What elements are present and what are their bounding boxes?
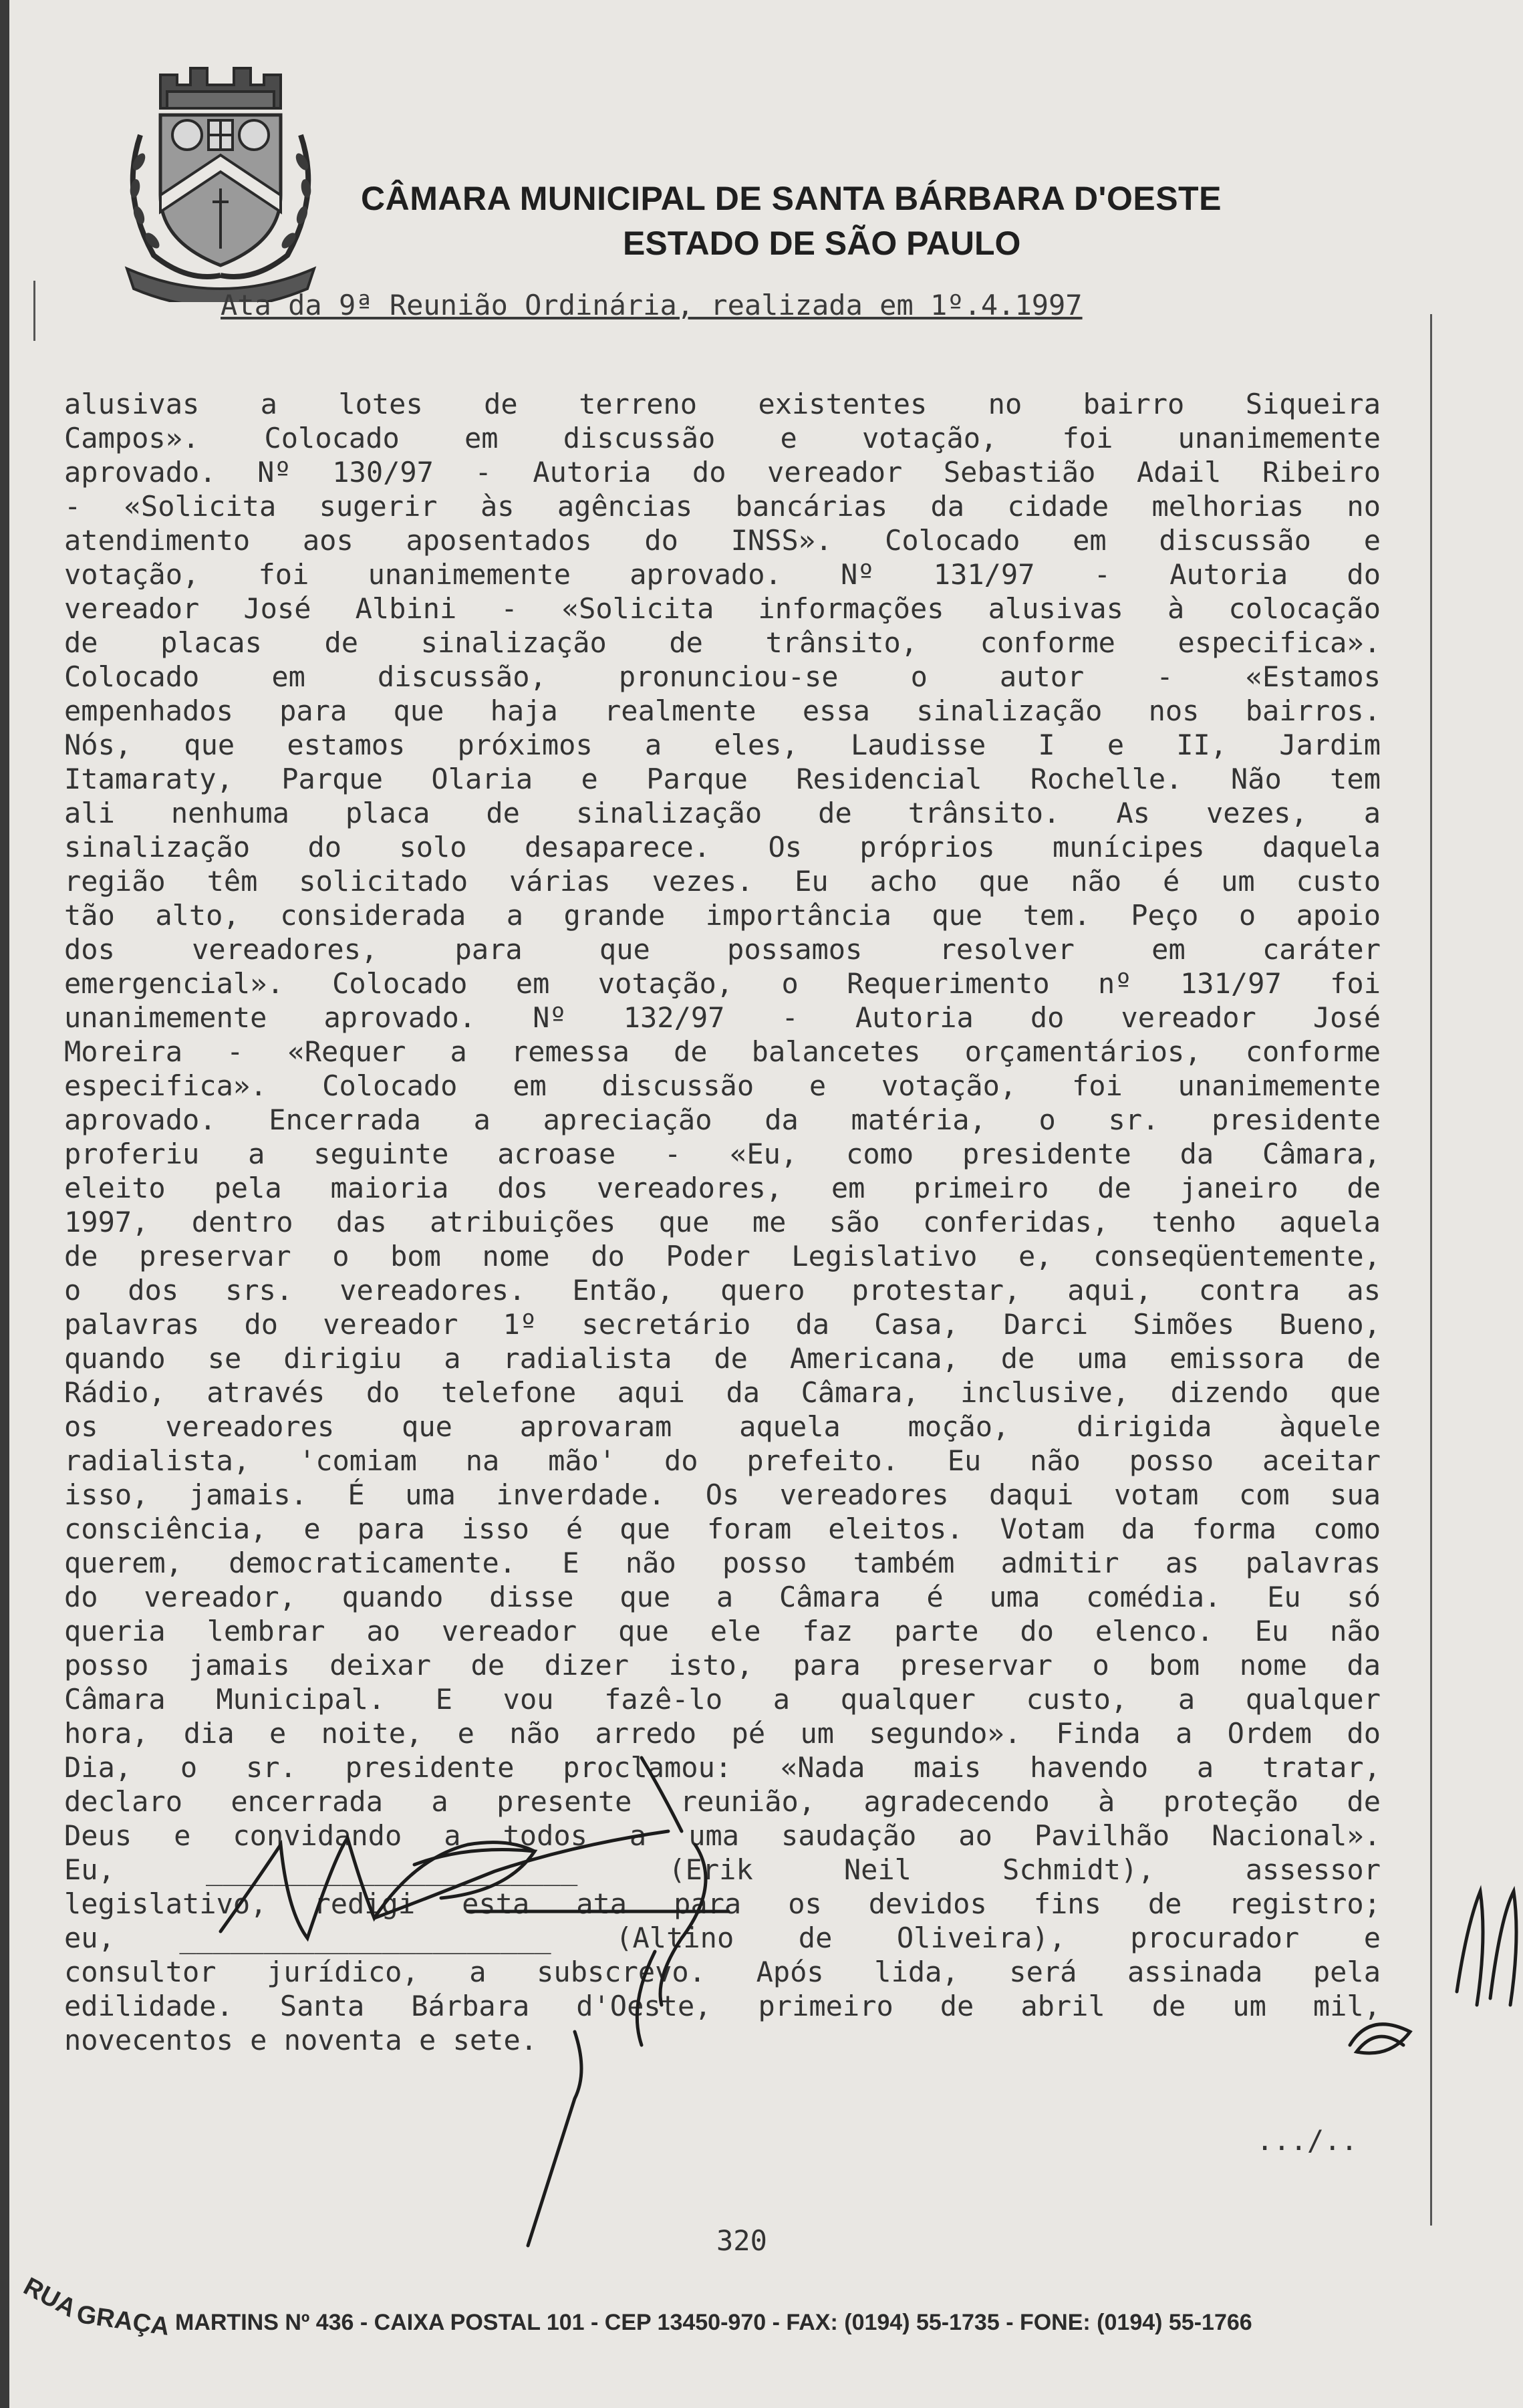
body-line: votação, foi unanimemente aprovado. Nº 131/97 - Autoria do xyxy=(64,558,1381,591)
body-line: região têm solicitado várias vezes. Eu acho que não é um custo xyxy=(64,865,1381,898)
body-line: vereador José Albini - «Solicita informações alusivas à colocação xyxy=(64,592,1381,625)
body-line: querem, democraticamente. E não posso também admitir as palavras xyxy=(64,1547,1381,1579)
body-line: eleito pela maioria dos vereadores, em primeiro de janeiro de xyxy=(64,1172,1381,1204)
body-line: Itamaraty, Parque Olaria e Parque Residencial Rochelle. Não tem xyxy=(64,763,1381,795)
body-line: Dia, o sr. presidente proclamou: «Nada mais havendo a tratar, xyxy=(64,1751,1381,1784)
address-street-type: RUA xyxy=(19,2272,81,2323)
body-line: proferiu a seguinte acroase - «Eu, como presidente da Câmara, xyxy=(64,1138,1381,1170)
body-line: legislativo, redigi esta ata para os devidos fins de registro; xyxy=(64,1887,1381,1920)
margin-rule-left xyxy=(33,281,35,341)
body-line: palavras do vereador 1º secretário da Casa, Darci Simões Bueno, xyxy=(64,1308,1381,1341)
body-line: queria lembrar ao vereador que ele faz parte do elenco. Eu não xyxy=(64,1615,1381,1647)
body-line: do vereador, quando disse que a Câmara é uma comédia. Eu só xyxy=(64,1581,1381,1613)
body-line: de preservar o bom nome do Poder Legislativo e, conseqüentemente, xyxy=(64,1240,1381,1273)
institution-name: CÂMARA MUNICIPAL DE SANTA BÁRBARA D'OESTE xyxy=(361,180,1222,217)
body-line: emergencial». Colocado em votação, o Requerimento nº 131/97 foi xyxy=(64,967,1381,1000)
address-street-name: GRAÇA xyxy=(75,2300,171,2341)
institution-state: ESTADO DE SÃO PAULO xyxy=(623,225,1021,262)
body-line: declaro encerrada a presente reunião, agradecendo à proteção de xyxy=(64,1785,1381,1818)
body-line: Campos». Colocado em discussão e votação, foi unanimemente xyxy=(64,422,1381,454)
body-line: aprovado. Encerrada a apreciação da matéria, o sr. presidente xyxy=(64,1103,1381,1136)
body-line: atendimento aos aposentados do INSS». Colocado em discussão e xyxy=(64,524,1381,557)
body-line: 1997, dentro das atribuições que me são conferidas, tenho aquela xyxy=(64,1206,1381,1238)
body-line: Nós, que estamos próximos a eles, Laudisse I e II, Jardim xyxy=(64,728,1381,761)
body-line: sinalização do solo desaparece. Os próprios munícipes daquela xyxy=(64,831,1381,863)
body-line: Colocado em discussão, pronunciou-se o autor - «Estamos xyxy=(64,660,1381,693)
body-line: ali nenhuma placa de sinalização de trânsito. As vezes, a xyxy=(64,797,1381,829)
body-line: Câmara Municipal. E vou fazê-lo a qualquer custo, a qualquer xyxy=(64,1683,1381,1716)
address-contact-details: MARTINS Nº 436 - CAIXA POSTAL 101 - CEP 13450-970 - FAX: (0194) 55-1735 - FONE: (0194) 55-1766 xyxy=(175,2310,1252,2335)
body-line: novecentos e noventa e sete. xyxy=(64,2024,538,2056)
footer-address xyxy=(19,2272,1502,2341)
body-line: unanimemente aprovado. Nº 132/97 - Autoria do vereador José xyxy=(64,1001,1381,1034)
coat-of-arms-emblem xyxy=(114,61,327,302)
body-line: radialista, 'comiam na mão' do prefeito. Eu não posso aceitar xyxy=(64,1444,1381,1477)
document-title: Ata da 9ª Reunião Ordinária, realizada em 1º.4.1997 xyxy=(221,289,1083,321)
continuation-mark: .../.. xyxy=(1256,2124,1358,2157)
body-line: hora, dia e noite, e não arredo pé um segundo». Finda a Ordem do xyxy=(64,1717,1381,1750)
body-line: posso jamais deixar de dizer isto, para preservar o bom nome da xyxy=(64,1649,1381,1682)
body-line: Deus e convidando a todos a uma saudação ao Pavilhão Nacional». xyxy=(64,1819,1381,1852)
body-line: especifica». Colocado em discussão e votação, foi unanimemente xyxy=(64,1069,1381,1102)
body-line: consciência, e para isso é que foram eleitos. Votam da forma como xyxy=(64,1512,1381,1545)
body-line: dos vereadores, para que possamos resolver em caráter xyxy=(64,933,1381,966)
body-line: edilidade. Santa Bárbara d'Oeste, primeiro de abril de um mil, xyxy=(64,1990,1381,2022)
body-line: eu, ______________________ (Altino de Oliveira), procurador e xyxy=(64,1921,1381,1954)
body-line: isso, jamais. É uma inverdade. Os vereadores daqui votam com sua xyxy=(64,1478,1381,1511)
body-line: empenhados para que haja realmente essa sinalização nos bairros. xyxy=(64,694,1381,727)
body-line: alusivas a lotes de terreno existentes no bairro Siqueira xyxy=(64,388,1381,420)
body-line: quando se dirigiu a radialista de Americana, de uma emissora de xyxy=(64,1342,1381,1375)
body-line: de placas de sinalização de trânsito, conforme especifica». xyxy=(64,626,1381,659)
page-number: 320 xyxy=(716,2224,767,2257)
body-line: Rádio, através do telefone aqui da Câmara, inclusive, dizendo que xyxy=(64,1376,1381,1409)
body-line: tão alto, considerada a grande importância que tem. Peço o apoio xyxy=(64,899,1381,932)
body-line: o dos srs. vereadores. Então, quero protestar, aqui, contra as xyxy=(64,1274,1381,1307)
body-line: aprovado. Nº 130/97 - Autoria do vereador Sebastião Adail Ribeiro xyxy=(64,456,1381,489)
body-line: Eu, ______________________ (Erik Neil Schmidt), assessor xyxy=(64,1853,1381,1886)
body-line: - «Solicita sugerir às agências bancárias da cidade melhorias no xyxy=(64,490,1381,523)
body-line: consultor jurídico, a subscrevo. Após lida, será assinada pela xyxy=(64,1956,1381,1988)
margin-rule-right xyxy=(1430,314,1432,2226)
body-line: os vereadores que aprovaram aquela moção, dirigida àquele xyxy=(64,1410,1381,1443)
scan-page-edge xyxy=(0,0,9,2408)
body-line: Moreira - «Requer a remessa de balancetes orçamentários, conforme xyxy=(64,1035,1381,1068)
